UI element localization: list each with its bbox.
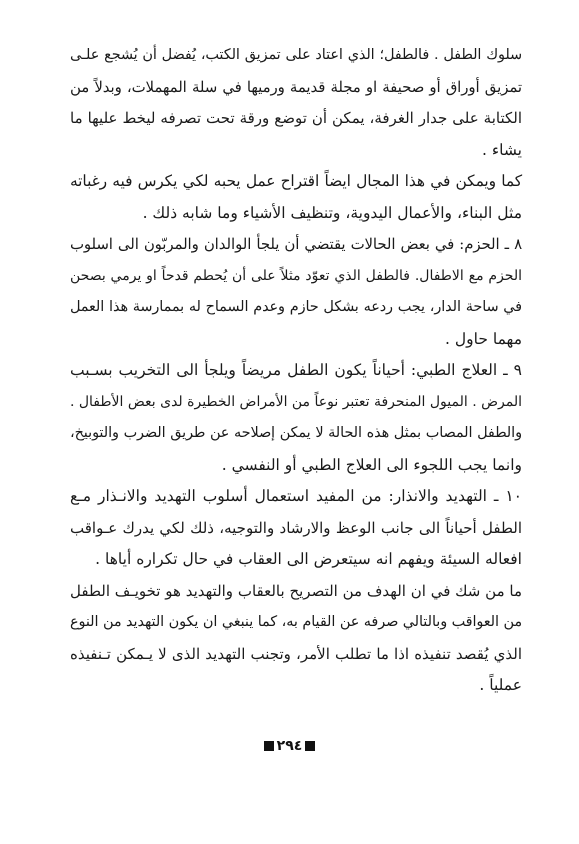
text-line: الذي يُقصد تنفيذه اذا ما تطلب الأمر، وتجنب التهديد الذى لا يـمكن تـنفيذه xyxy=(70,644,522,663)
text-line: افعاله السيئة ويفهم انه سيتعرض الى العقاب في حال تكراره أياها . xyxy=(95,550,522,568)
body-text xyxy=(70,40,522,702)
text-line: سلوك الطفل . فالطفل؛ الذي اعتاد على تمزيق الكتب، يُفضل أن يُشجع علـى xyxy=(70,47,522,63)
text-line: من العواقب وبالتالي صرفه عن القيام به، كما ينبغي ان يكون التهديد من النوع xyxy=(70,614,522,630)
page-number xyxy=(0,738,579,754)
text-line: الطفل أحياناً الى جانب الوعظ والارشاد والتوجيه، ذلك لكي يدرك عـواقب xyxy=(70,518,522,537)
square-bullet-icon xyxy=(264,741,274,751)
text-line: ٩ ـ العلاج الطبي: أحياناً يكون الطفل مريضاً ويلجأ الى التخريب بسـبب xyxy=(70,361,522,379)
text-line: الكتابة على جدار الغرفة، يمكن أن توضع ورقة تحت تصرفه ليخط عليها ما xyxy=(70,109,522,127)
text-line: المرض . الميول المنحرفة تعتبر نوعاً من الأمراض الخطيرة لدى بعض الأطفال . xyxy=(69,393,522,410)
text-line: يشاء . xyxy=(481,140,522,159)
text-line: كما ويمكن في هذا المجال ايضاً اقتراح عمل يحبه لكي يكرس فيه رغباته xyxy=(70,172,522,190)
text-line: مهما حاول . xyxy=(445,329,522,348)
text-line: ما من شك في ان الهدف من التصريح بالعقاب والتهديد هو تخويـف الطفل xyxy=(70,581,522,600)
text-line: والطفل المصاب بمثل هذه الحالة لا يمكن إصلاحه عن طريق الضرب والتوبيخ، xyxy=(70,425,522,441)
text-line: ١٠ ـ التهديد والانذار: من المفيد استعمال أسلوب التهديد والانـذار مـع xyxy=(70,487,522,505)
text-line: تمزيق أوراق أو صحيفة او مجلة قديمة ورميها في سلة المهملات، وبدلاً من xyxy=(70,78,522,96)
page-number-text: ٢٩٤ xyxy=(276,738,303,754)
text-line: مثل البناء، والأعمال اليدوية، وتنظيف الأشياء وما شابه ذلك . xyxy=(142,203,522,222)
text-line: وانما يجب اللجوء الى العلاج الطبي أو النفسي . xyxy=(221,455,522,474)
text-line: عملياً . xyxy=(479,676,522,694)
square-bullet-icon xyxy=(305,741,315,751)
text-line: الحزم مع الاطفال. فالطفل الذي تعوّد مثلاً على أن يُحطم قدحاً او يرمي بصحن xyxy=(70,267,522,284)
text-line: ٨ ـ الحزم: في بعض الحالات يقتضي أن يلجأ الوالدان والمربّون الى اسلوب xyxy=(70,236,522,253)
text-line: في ساحة الدار، يجب ردعه بشكل حازم وعدم السماح له بممارسة هذا العمل xyxy=(70,299,522,315)
